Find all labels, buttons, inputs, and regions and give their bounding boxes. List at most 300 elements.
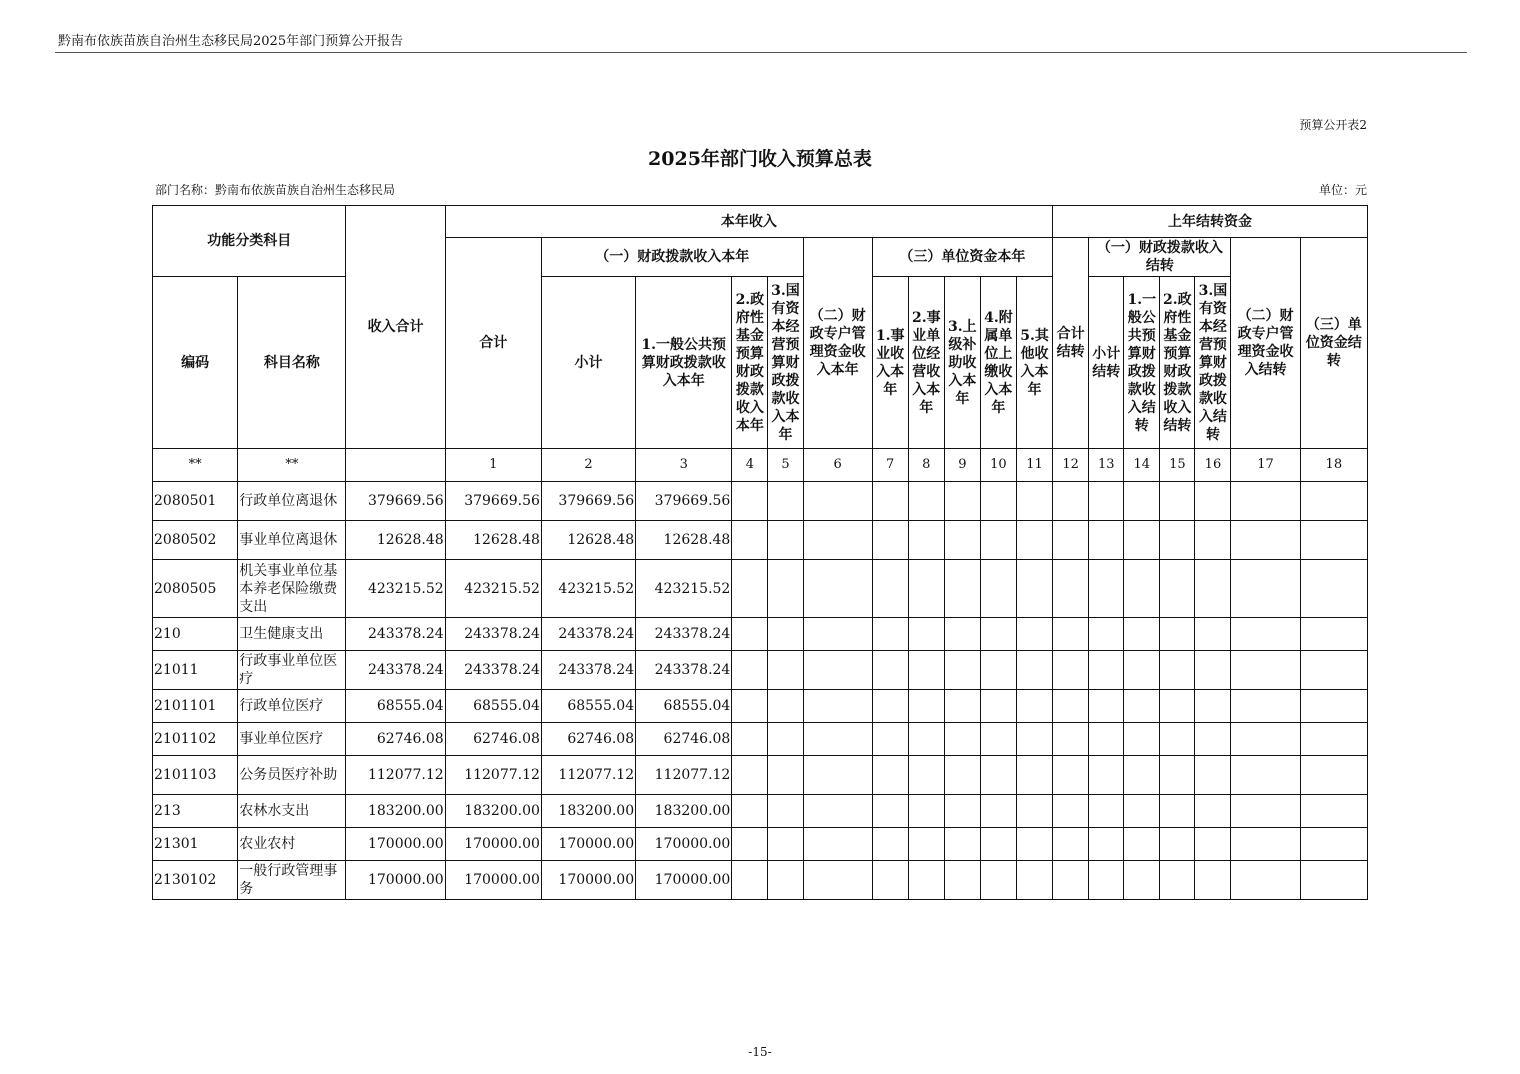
- row-year-total-cell: 62746.08: [445, 723, 541, 756]
- header-subtotal: 小计: [541, 277, 635, 449]
- index-cell: 15: [1160, 449, 1195, 482]
- empty-cell: [1231, 756, 1300, 795]
- row-total-cell: 243378.24: [346, 651, 445, 690]
- empty-cell: [1160, 521, 1195, 560]
- index-cell: [346, 449, 445, 482]
- empty-cell: [1160, 560, 1195, 618]
- empty-cell: [980, 482, 1016, 521]
- row-subtotal-cell: 68555.04: [541, 690, 635, 723]
- row-name-cell: 卫生健康支出: [238, 618, 346, 651]
- empty-cell: [872, 795, 908, 828]
- row-code-cell: 213: [153, 795, 238, 828]
- index-cell: 8: [908, 449, 944, 482]
- empty-cell: [1016, 618, 1052, 651]
- empty-cell: [980, 521, 1016, 560]
- empty-cell: [1053, 756, 1089, 795]
- row-code-cell: 2101101: [153, 690, 238, 723]
- index-row: [153, 449, 1368, 482]
- empty-cell: [980, 828, 1016, 861]
- empty-cell: [944, 618, 980, 651]
- empty-cell: [1195, 756, 1231, 795]
- row-subtotal-cell: 12628.48: [541, 521, 635, 560]
- row-code-cell: 21301: [153, 828, 238, 861]
- row-year-total-cell: 170000.00: [445, 828, 541, 861]
- row-subtotal-cell: 170000.00: [541, 861, 635, 900]
- row-general-budget-cell: 68555.04: [636, 690, 732, 723]
- header-special-account: （二）财政专户管理资金收入本年: [803, 238, 872, 449]
- empty-cell: [908, 828, 944, 861]
- empty-cell: [803, 521, 872, 560]
- index-cell: 2: [541, 449, 635, 482]
- header-operating-income: 2.事业单位经营收入本年: [908, 277, 944, 449]
- row-general-budget-cell: 112077.12: [636, 756, 732, 795]
- empty-cell: [1016, 651, 1052, 690]
- row-name-cell: 行政单位离退休: [238, 482, 346, 521]
- empty-cell: [803, 690, 872, 723]
- row-year-total-cell: 243378.24: [445, 651, 541, 690]
- empty-cell: [944, 795, 980, 828]
- table-row: [153, 723, 1368, 756]
- index-cell: 5: [768, 449, 803, 482]
- empty-cell: [1124, 756, 1160, 795]
- empty-cell: [1089, 618, 1124, 651]
- empty-cell: [732, 521, 768, 560]
- table-row: [153, 482, 1368, 521]
- empty-cell: [1195, 795, 1231, 828]
- empty-cell: [1089, 828, 1124, 861]
- empty-cell: [944, 861, 980, 900]
- header-other-income: 5.其他收入本年: [1016, 277, 1052, 449]
- index-cell: 7: [872, 449, 908, 482]
- row-name-cell: 事业单位离退休: [238, 521, 346, 560]
- index-cell: 1: [445, 449, 541, 482]
- empty-cell: [908, 560, 944, 618]
- empty-cell: [908, 521, 944, 560]
- row-subtotal-cell: 243378.24: [541, 618, 635, 651]
- empty-cell: [1160, 828, 1195, 861]
- row-year-total-cell: 183200.00: [445, 795, 541, 828]
- table-row: [153, 618, 1368, 651]
- index-cell: 14: [1124, 449, 1160, 482]
- page-number: -15-: [748, 1045, 772, 1059]
- row-name-cell: 事业单位医疗: [238, 723, 346, 756]
- empty-cell: [944, 756, 980, 795]
- row-year-total-cell: 68555.04: [445, 690, 541, 723]
- row-name-cell: 机关事业单位基本养老保险缴费支出: [238, 560, 346, 618]
- empty-cell: [1016, 828, 1052, 861]
- row-subtotal-cell: 243378.24: [541, 651, 635, 690]
- empty-cell: [1053, 482, 1089, 521]
- empty-cell: [1053, 828, 1089, 861]
- row-subtotal-cell: 112077.12: [541, 756, 635, 795]
- row-subtotal-cell: 379669.56: [541, 482, 635, 521]
- empty-cell: [1053, 795, 1089, 828]
- table-row: [153, 795, 1368, 828]
- empty-cell: [768, 756, 803, 795]
- empty-cell: [872, 756, 908, 795]
- empty-cell: [1053, 861, 1089, 900]
- header-fiscal-group: （一）财政拨款收入本年: [541, 238, 803, 277]
- table-row: [153, 861, 1368, 900]
- empty-cell: [908, 756, 944, 795]
- empty-cell: [1124, 560, 1160, 618]
- empty-cell: [768, 861, 803, 900]
- empty-cell: [1089, 521, 1124, 560]
- empty-cell: [1160, 482, 1195, 521]
- header-state-capital: 3.国有资本经营预算财政拨款收入本年: [768, 277, 803, 449]
- header-carry-gov-fund: 2.政府性基金预算财政拨款收入结转: [1160, 277, 1195, 449]
- department-label: 部门名称：黔南布依族苗族自治州生态移民局: [155, 183, 396, 197]
- empty-cell: [908, 795, 944, 828]
- empty-cell: [1089, 756, 1124, 795]
- empty-cell: [872, 723, 908, 756]
- empty-cell: [1160, 795, 1195, 828]
- header-carry-state-capital: 3.国有资本经营预算财政拨款收入结转: [1195, 277, 1231, 449]
- empty-cell: [1089, 651, 1124, 690]
- empty-cell: [1195, 618, 1231, 651]
- empty-cell: [980, 795, 1016, 828]
- empty-cell: [1300, 861, 1367, 900]
- page-title: 2025年部门收入预算总表: [648, 148, 872, 170]
- empty-cell: [1195, 828, 1231, 861]
- empty-cell: [803, 618, 872, 651]
- row-code-cell: 2080502: [153, 521, 238, 560]
- index-cell: **: [238, 449, 346, 482]
- empty-cell: [1016, 560, 1052, 618]
- empty-cell: [1124, 521, 1160, 560]
- empty-cell: [1160, 690, 1195, 723]
- header-gov-fund: 2.政府性基金预算财政拨款收入本年: [732, 277, 768, 449]
- empty-cell: [803, 795, 872, 828]
- empty-cell: [1231, 521, 1300, 560]
- empty-cell: [1231, 618, 1300, 651]
- row-year-total-cell: 112077.12: [445, 756, 541, 795]
- empty-cell: [1124, 723, 1160, 756]
- table-row: [153, 521, 1368, 560]
- empty-cell: [1160, 723, 1195, 756]
- table-row: [153, 690, 1368, 723]
- empty-cell: [1300, 651, 1367, 690]
- empty-cell: [768, 482, 803, 521]
- empty-cell: [1195, 861, 1231, 900]
- index-cell: 16: [1195, 449, 1231, 482]
- row-name-cell: 行政事业单位医疗: [238, 651, 346, 690]
- empty-cell: [980, 756, 1016, 795]
- row-total-cell: 243378.24: [346, 618, 445, 651]
- empty-cell: [1231, 651, 1300, 690]
- empty-cell: [1016, 756, 1052, 795]
- row-general-budget-cell: 62746.08: [636, 723, 732, 756]
- row-name-cell: 农林水支出: [238, 795, 346, 828]
- empty-cell: [732, 861, 768, 900]
- empty-cell: [1160, 861, 1195, 900]
- row-total-cell: 183200.00: [346, 795, 445, 828]
- row-subtotal-cell: 170000.00: [541, 828, 635, 861]
- empty-cell: [803, 861, 872, 900]
- row-total-cell: 170000.00: [346, 828, 445, 861]
- empty-cell: [732, 828, 768, 861]
- row-total-cell: 170000.00: [346, 861, 445, 900]
- header-last-year: 上年结转资金: [1053, 206, 1368, 238]
- empty-cell: [1053, 560, 1089, 618]
- empty-cell: [732, 723, 768, 756]
- empty-cell: [803, 651, 872, 690]
- empty-cell: [803, 723, 872, 756]
- header-this-year: 本年收入: [445, 206, 1052, 238]
- budget-body: [153, 482, 1368, 900]
- header-carry-unit: （三）单位资金结转: [1300, 238, 1367, 449]
- empty-cell: [1089, 795, 1124, 828]
- empty-cell: [980, 618, 1016, 651]
- empty-cell: [1300, 828, 1367, 861]
- empty-cell: [1124, 690, 1160, 723]
- empty-cell: [872, 618, 908, 651]
- row-code-cell: 21011: [153, 651, 238, 690]
- empty-cell: [732, 690, 768, 723]
- row-general-budget-cell: 243378.24: [636, 651, 732, 690]
- index-cell: 10: [980, 449, 1016, 482]
- row-total-cell: 62746.08: [346, 723, 445, 756]
- empty-cell: [1053, 521, 1089, 560]
- row-general-budget-cell: 170000.00: [636, 861, 732, 900]
- empty-cell: [768, 618, 803, 651]
- row-name-cell: 行政单位医疗: [238, 690, 346, 723]
- empty-cell: [732, 618, 768, 651]
- row-year-total-cell: 423215.52: [445, 560, 541, 618]
- row-general-budget-cell: 423215.52: [636, 560, 732, 618]
- row-general-budget-cell: 170000.00: [636, 828, 732, 861]
- table-number: 预算公开表2: [1299, 118, 1367, 132]
- empty-cell: [1124, 651, 1160, 690]
- table-row: [153, 560, 1368, 618]
- empty-cell: [944, 690, 980, 723]
- row-total-cell: 112077.12: [346, 756, 445, 795]
- empty-cell: [732, 560, 768, 618]
- row-code-cell: 210: [153, 618, 238, 651]
- empty-cell: [944, 828, 980, 861]
- empty-cell: [768, 723, 803, 756]
- empty-cell: [908, 618, 944, 651]
- empty-cell: [1089, 723, 1124, 756]
- empty-cell: [732, 795, 768, 828]
- row-code-cell: 2101102: [153, 723, 238, 756]
- empty-cell: [1195, 521, 1231, 560]
- empty-cell: [1016, 861, 1052, 900]
- header-carry-fiscal-group: （一）财政拨款收入结转: [1089, 238, 1231, 277]
- index-cell: 9: [944, 449, 980, 482]
- empty-cell: [872, 521, 908, 560]
- empty-cell: [1016, 482, 1052, 521]
- empty-cell: [803, 560, 872, 618]
- empty-cell: [1300, 723, 1367, 756]
- empty-cell: [908, 651, 944, 690]
- header-carry-total: 合计结转: [1053, 238, 1089, 449]
- empty-cell: [872, 690, 908, 723]
- empty-cell: [1160, 651, 1195, 690]
- empty-cell: [944, 521, 980, 560]
- row-subtotal-cell: 423215.52: [541, 560, 635, 618]
- empty-cell: [1231, 795, 1300, 828]
- row-general-budget-cell: 12628.48: [636, 521, 732, 560]
- empty-cell: [1231, 861, 1300, 900]
- row-total-cell: 12628.48: [346, 521, 445, 560]
- empty-cell: [768, 690, 803, 723]
- index-cell: 4: [732, 449, 768, 482]
- budget-table: [152, 205, 1368, 900]
- empty-cell: [1300, 756, 1367, 795]
- empty-cell: [1160, 618, 1195, 651]
- index-cell: 13: [1089, 449, 1124, 482]
- empty-cell: [1300, 618, 1367, 651]
- empty-cell: [768, 651, 803, 690]
- empty-cell: [768, 795, 803, 828]
- empty-cell: [1160, 756, 1195, 795]
- empty-cell: [1300, 690, 1367, 723]
- empty-cell: [1300, 795, 1367, 828]
- index-cell: 12: [1053, 449, 1089, 482]
- empty-cell: [1124, 861, 1160, 900]
- row-year-total-cell: 170000.00: [445, 861, 541, 900]
- empty-cell: [1053, 690, 1089, 723]
- empty-cell: [732, 651, 768, 690]
- empty-cell: [944, 482, 980, 521]
- empty-cell: [1300, 482, 1367, 521]
- empty-cell: [803, 756, 872, 795]
- row-name-cell: 农业农村: [238, 828, 346, 861]
- empty-cell: [1016, 521, 1052, 560]
- index-cell: 11: [1016, 449, 1052, 482]
- empty-cell: [1089, 861, 1124, 900]
- empty-cell: [1053, 651, 1089, 690]
- empty-cell: [1300, 560, 1367, 618]
- empty-cell: [768, 521, 803, 560]
- table-row: [153, 828, 1368, 861]
- empty-cell: [1016, 723, 1052, 756]
- header-business-income: 1.事业收入本年: [872, 277, 908, 449]
- row-total-cell: 379669.56: [346, 482, 445, 521]
- empty-cell: [1195, 560, 1231, 618]
- empty-cell: [1016, 690, 1052, 723]
- empty-cell: [944, 560, 980, 618]
- row-code-cell: 2101103: [153, 756, 238, 795]
- empty-cell: [1124, 482, 1160, 521]
- table-row: [153, 756, 1368, 795]
- index-cell: 6: [803, 449, 872, 482]
- header-func-class: 功能分类科目: [153, 206, 346, 277]
- empty-cell: [872, 560, 908, 618]
- empty-cell: [872, 651, 908, 690]
- header-code: 编码: [153, 277, 238, 449]
- row-total-cell: 68555.04: [346, 690, 445, 723]
- row-year-total-cell: 379669.56: [445, 482, 541, 521]
- empty-cell: [908, 482, 944, 521]
- index-cell: 17: [1231, 449, 1300, 482]
- empty-cell: [1053, 618, 1089, 651]
- row-name-cell: 公务员医疗补助: [238, 756, 346, 795]
- empty-cell: [1231, 560, 1300, 618]
- empty-cell: [908, 690, 944, 723]
- empty-cell: [1124, 828, 1160, 861]
- empty-cell: [980, 861, 1016, 900]
- row-code-cell: 2080505: [153, 560, 238, 618]
- unit-label: 单位：元: [1318, 183, 1367, 197]
- empty-cell: [944, 651, 980, 690]
- empty-cell: [1231, 723, 1300, 756]
- empty-cell: [872, 828, 908, 861]
- header-carry-subtotal: 小计结转: [1089, 277, 1124, 449]
- empty-cell: [1089, 482, 1124, 521]
- empty-cell: [1089, 690, 1124, 723]
- row-general-budget-cell: 183200.00: [636, 795, 732, 828]
- header-superior-subsidy: 3.上级补助收入本年: [944, 277, 980, 449]
- empty-cell: [803, 828, 872, 861]
- empty-cell: [732, 756, 768, 795]
- header-unit-fund-group: （三）单位资金本年: [872, 238, 1052, 277]
- row-subtotal-cell: 62746.08: [541, 723, 635, 756]
- empty-cell: [1124, 795, 1160, 828]
- empty-cell: [980, 651, 1016, 690]
- empty-cell: [980, 690, 1016, 723]
- row-year-total-cell: 12628.48: [445, 521, 541, 560]
- index-cell: **: [153, 449, 238, 482]
- row-year-total-cell: 243378.24: [445, 618, 541, 651]
- empty-cell: [908, 861, 944, 900]
- header-name: 科目名称: [238, 277, 346, 449]
- header-rule: [55, 52, 1467, 53]
- empty-cell: [1300, 521, 1367, 560]
- empty-cell: [732, 482, 768, 521]
- empty-cell: [1231, 482, 1300, 521]
- row-general-budget-cell: 243378.24: [636, 618, 732, 651]
- empty-cell: [1016, 795, 1052, 828]
- index-cell: 18: [1300, 449, 1367, 482]
- row-subtotal-cell: 183200.00: [541, 795, 635, 828]
- empty-cell: [1195, 723, 1231, 756]
- empty-cell: [872, 482, 908, 521]
- row-code-cell: 2130102: [153, 861, 238, 900]
- row-general-budget-cell: 379669.56: [636, 482, 732, 521]
- empty-cell: [1195, 651, 1231, 690]
- empty-cell: [1195, 482, 1231, 521]
- empty-cell: [1231, 690, 1300, 723]
- running-header: 黔南布依族苗族自治州生态移民局2025年部门预算公开报告: [58, 34, 404, 49]
- empty-cell: [1231, 828, 1300, 861]
- empty-cell: [908, 723, 944, 756]
- header-carry-general: 1.一般公共预算财政拨款收入结转: [1124, 277, 1160, 449]
- empty-cell: [1124, 618, 1160, 651]
- header-this-year-total: 合计: [445, 238, 541, 449]
- header-general-budget: 1.一般公共预算财政拨款收入本年: [636, 277, 732, 449]
- row-code-cell: 2080501: [153, 482, 238, 521]
- empty-cell: [872, 861, 908, 900]
- empty-cell: [1089, 560, 1124, 618]
- empty-cell: [768, 828, 803, 861]
- empty-cell: [980, 723, 1016, 756]
- header-subordinate-income: 4.附属单位上缴收入本年: [980, 277, 1016, 449]
- empty-cell: [1195, 690, 1231, 723]
- empty-cell: [768, 560, 803, 618]
- empty-cell: [803, 482, 872, 521]
- header-carry-special: （二）财政专户管理资金收入结转: [1231, 238, 1300, 449]
- empty-cell: [980, 560, 1016, 618]
- index-cell: 3: [636, 449, 732, 482]
- header-total-income: 收入合计: [346, 206, 445, 449]
- empty-cell: [944, 723, 980, 756]
- empty-cell: [1053, 723, 1089, 756]
- row-name-cell: 一般行政管理事务: [238, 861, 346, 900]
- row-total-cell: 423215.52: [346, 560, 445, 618]
- table-row: [153, 651, 1368, 690]
